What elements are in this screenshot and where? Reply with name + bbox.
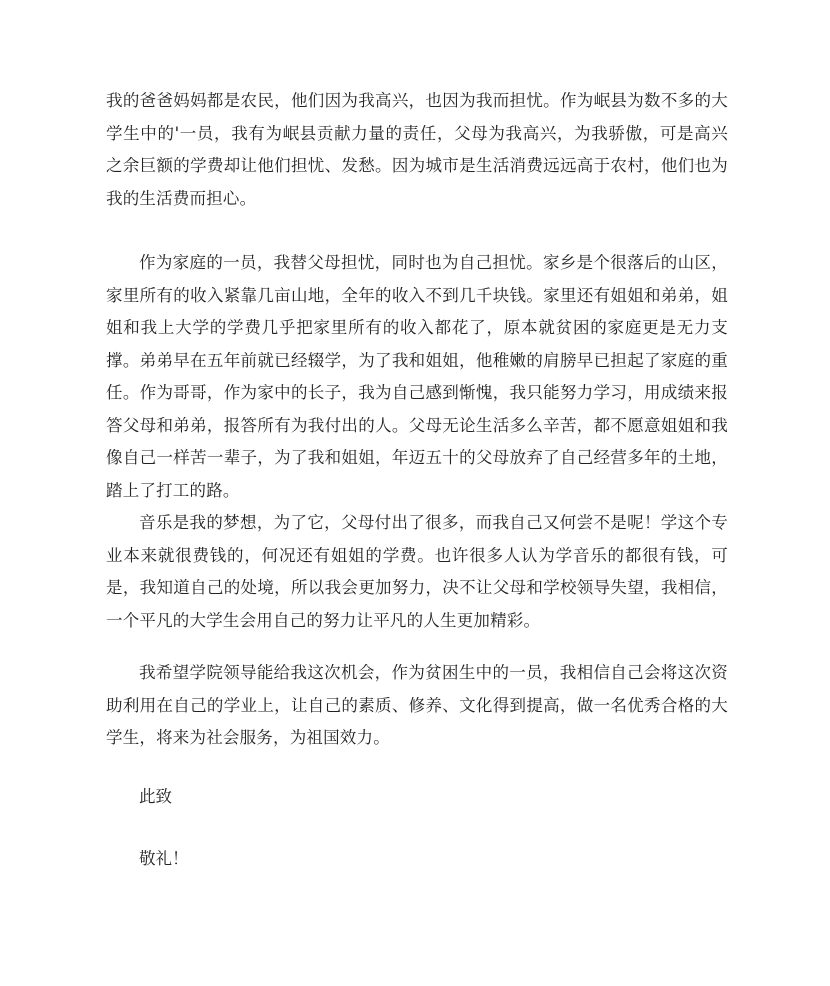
paragraph-music-dream: 音乐是我的梦想，为了它，父母付出了很多，而我自己又何尝不是呢！学这个专业本来就很费钱的，何况还有姐姐的学费。也许很多人认为学音乐的都很有钱，可是，我知道自己的处境，所以我会更加努力，决不让父母和学校领导失望，我相信，一个平凡的大学生会用自己的努力让平凡的人生更加精彩。 [106, 513, 728, 630]
paragraph-family-situation: 作为家庭的一员，我替父母担忧，同时也为自己担忧。家乡是个很落后的山区，家里所有的收入紧靠几亩山地，全年的收入不到几千块钱。家里还有姐姐和弟弟，姐姐和我上大学的学费几乎把家里所有的收入都花了，原本就贫困的家庭更是无力支撑。弟弟早在五年前就已经辍学，为了我和姐姐，他稚嫩的肩膀早已担起了家庭的重任。作为哥哥，作为家中的长子，我为自己感到惭愧，我只能努力学习，用成绩来报答父母和弟弟，报答所有为我付出的人。父母无论生活多么辛苦，都不愿意姐姐和我像自己一样苦一辈子，为了我和姐姐，年迈五十的父母放弃了自己经营多年的土地，踏上了打工的路。 [106, 253, 728, 500]
closing-salutation: 此致 [139, 787, 172, 806]
closing-regards: 敬礼！ [139, 849, 189, 868]
paragraph-request: 我希望学院领导能给我这次机会，作为贫困生中的一员，我相信自己会将这次资助利用在自己的学业上，让自己的素质、修养、文化得到提高，做一名优秀合格的大学生，将来为社会服务，为祖国效力。 [106, 663, 728, 747]
paragraph-parents-worry: 我的爸爸妈妈都是农民，他们因为我高兴，也因为我而担忧。作为岷县为数不多的大学生中的'一员，我有为岷县贡献力量的责任，父母为我高兴，为我骄傲，可是高兴之余巨额的学费却让他们担忧、发愁。因为城市是生活消费远远高于农村，他们也为我的生活费而担心。 [106, 91, 728, 208]
